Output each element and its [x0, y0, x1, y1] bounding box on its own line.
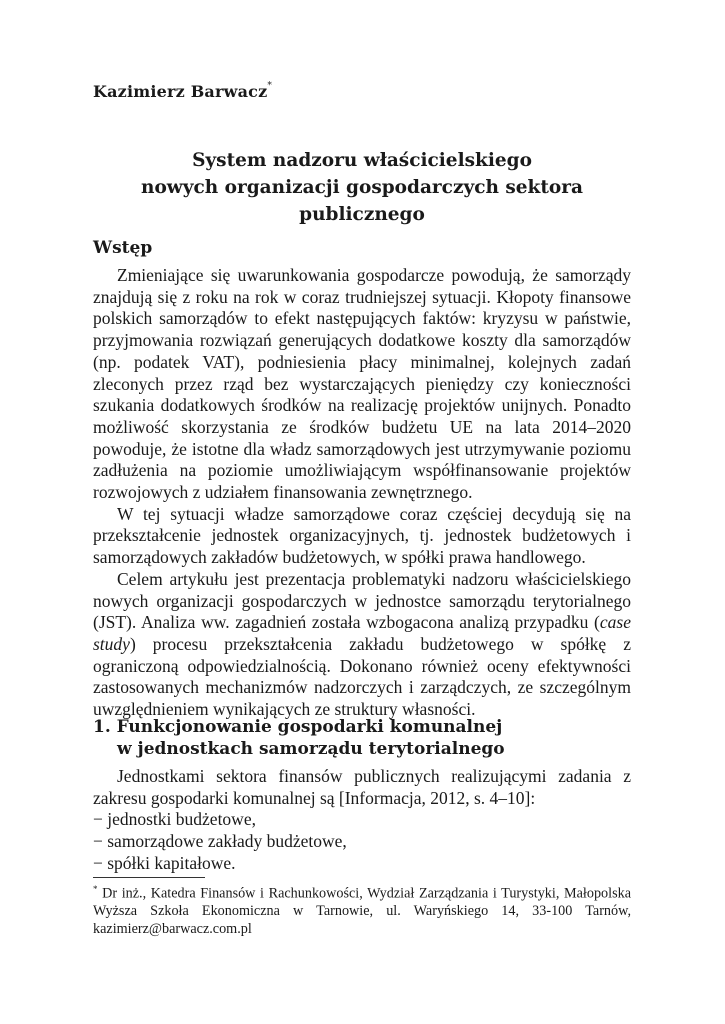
paper-title [93, 147, 631, 228]
intro-paragraph-1: Zmieniające się uwarunkowania gospodarcze powodują, że samorządy znajdują się z roku na rok w coraz trudniejszej sytuacji. Kłopoty finansowe polskich samorządów to efekt następujących faktów: kryzysu w państwie, przyjmowania rozwiązań generujących dodatkowe koszty dla samorządów (np. podatek VAT), podniesienia płacy minimalnej, kolejnych zadań zleconych przez rząd bez wystarczających pieniędzy czy konieczności szukania dodatkowych środków na realizację projektów unijnych. Ponadto możliwość skorzystania ze środków budżetu UE na lata 2014–2020 powoduje, że istotne dla władz samorządowych jest utrzymywanie poziomu zadłużenia na poziomie umożliwiającym współfinansowanie projektów rozwojowych z udziałem finansowania zewnętrznego. [93, 265, 631, 503]
footnote-divider [93, 877, 205, 878]
author-name: Kazimierz Barwacz [93, 82, 268, 101]
section-1-heading-line-1: 1. Funkcjonowanie gospodarki komunalnej [93, 717, 503, 737]
list-item: − spółki kapitałowe. [93, 852, 236, 873]
case-study-italic: case study [93, 612, 631, 654]
section-1-paragraph: Jednostkami sektora finansów publicznych realizującymi zadania z zakresu gospodarki komunalnej są [Informacja, 2012, s. 4–10]: [93, 766, 631, 808]
list-item: − jednostki budżetowe, [93, 809, 256, 830]
intro-section [93, 265, 631, 721]
intro-paragraph-3 [93, 569, 631, 721]
title-line-2: nowych organizacji gospodarczych sektora publicznego [141, 177, 583, 225]
section-1-heading-line-2: w jednostkach samorządu terytorialnego [117, 739, 505, 759]
title-line-1: System nadzoru właścicielskiego [192, 150, 532, 171]
intro-paragraph-2: W tej sytuacji władze samorządowe coraz częściej decydują się na przekształcenie jednostek organizacyjnych, tj. jednostek budżetowych i samorządowych zakładów budżetowych, w spółki prawa handlowego. [93, 503, 631, 568]
author-line [93, 82, 272, 101]
intro-paragraph-3-part-2: ) procesu przekształcenia zakładu budżetowego w spółkę z ograniczoną odpowiedzialnością. Dokonano również oceny efektywności zastosowanych mechanizmów nadzorczych i zarządczych, ze szczególnym uwzględnieniem wynikających ze struktury własności. [93, 633, 631, 720]
intro-heading: Wstęp [93, 238, 153, 258]
intro-paragraph-3-part-1: Celem artykułu jest prezentacja problematyki nadzoru właścicielskiego nowych organizacji gospodarczych w jednostce samorządu terytorialnego (JST). Analiza ww. zagadnień została wzbogacona analizą przypadku ( [93, 568, 631, 633]
footnote-text: Dr inż., Katedra Finansów i Rachunkowości, Wydział Zarządzania i Turystyki, Małopolska Wyższa Szkoła Ekonomiczna w Tarnowie, ul. Waryńskiego 14, 33-100 Tarnów, kazimierz@barwacz.com.pl [93, 885, 631, 937]
section-1-body [93, 766, 631, 875]
section-1-list [93, 809, 631, 874]
author-footnote-marker: * [267, 80, 273, 91]
footnote [93, 881, 631, 938]
section-1-heading [93, 716, 505, 760]
footnote-marker: * [93, 884, 98, 894]
list-item: − samorządowe zakłady budżetowe, [93, 831, 347, 852]
